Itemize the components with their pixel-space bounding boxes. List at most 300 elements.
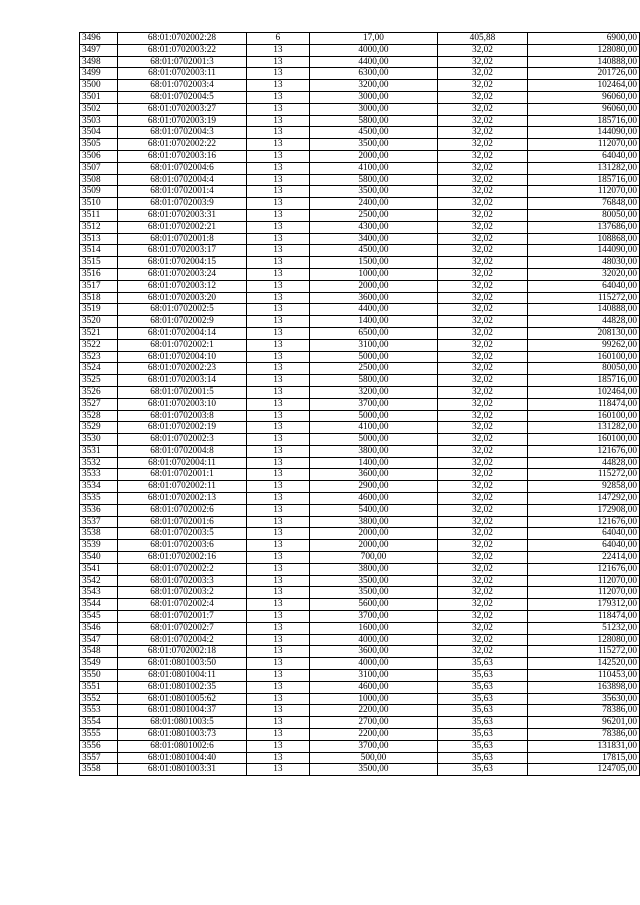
table-row (80, 528, 640, 540)
rate-cell: 32,02 (437, 103, 527, 115)
value-cell: 96201,00 (527, 717, 639, 729)
value-cell: 115272,00 (527, 292, 639, 304)
cadastral-number-cell: 68:01:0702003:5 (118, 528, 246, 540)
area-cell: 2200,00 (309, 729, 437, 741)
value-cell: 142520,00 (527, 658, 639, 670)
row-number-cell: 3501 (80, 91, 118, 103)
cadastral-number-cell: 68:01:0801003:73 (118, 729, 246, 741)
value-cell: 121676,00 (527, 445, 639, 457)
row-number-cell: 3526 (80, 386, 118, 398)
area-cell: 500,00 (309, 752, 437, 764)
value-cell: 208130,00 (527, 327, 639, 339)
area-cell: 4000,00 (309, 44, 437, 56)
table-row (80, 292, 640, 304)
row-number-cell: 3530 (80, 434, 118, 446)
area-cell: 3000,00 (309, 91, 437, 103)
value-cell: 140888,00 (527, 304, 639, 316)
category-code-cell: 13 (246, 599, 309, 611)
rate-cell: 32,02 (437, 599, 527, 611)
table-row (80, 764, 640, 776)
rate-cell: 32,02 (437, 139, 527, 151)
table-row (80, 516, 640, 528)
row-number-cell: 3498 (80, 56, 118, 68)
rate-cell: 32,02 (437, 268, 527, 280)
rate-cell: 32,02 (437, 422, 527, 434)
table-row (80, 363, 640, 375)
category-code-cell: 13 (246, 304, 309, 316)
category-code-cell: 13 (246, 56, 309, 68)
table-row (80, 681, 640, 693)
row-number-cell: 3550 (80, 670, 118, 682)
cadastral-number-cell: 68:01:0702003:8 (118, 410, 246, 422)
category-code-cell: 13 (246, 646, 309, 658)
row-number-cell: 3540 (80, 552, 118, 564)
row-number-cell: 3547 (80, 634, 118, 646)
rate-cell: 35,63 (437, 681, 527, 693)
table-row (80, 445, 640, 457)
category-code-cell: 13 (246, 280, 309, 292)
rate-cell: 35,63 (437, 764, 527, 776)
table-row (80, 221, 640, 233)
category-code-cell: 13 (246, 268, 309, 280)
rate-cell: 32,02 (437, 150, 527, 162)
rate-cell: 35,63 (437, 705, 527, 717)
row-number-cell: 3509 (80, 186, 118, 198)
area-cell: 4500,00 (309, 127, 437, 139)
value-cell: 64040,00 (527, 150, 639, 162)
cadastral-number-cell: 68:01:0702002:18 (118, 646, 246, 658)
cadastral-number-cell: 68:01:0702003:6 (118, 540, 246, 552)
row-number-cell: 3520 (80, 316, 118, 328)
table-row (80, 233, 640, 245)
cadastral-number-cell: 68:01:0702002:4 (118, 599, 246, 611)
value-cell: 128080,00 (527, 44, 639, 56)
rate-cell: 32,02 (437, 233, 527, 245)
area-cell: 3400,00 (309, 233, 437, 245)
rate-cell: 32,02 (437, 540, 527, 552)
table-row (80, 33, 640, 45)
value-cell: 110453,00 (527, 670, 639, 682)
area-cell: 3700,00 (309, 740, 437, 752)
cadastral-number-cell: 68:01:0801003:5 (118, 717, 246, 729)
row-number-cell: 3549 (80, 658, 118, 670)
category-code-cell: 13 (246, 410, 309, 422)
table-row (80, 634, 640, 646)
category-code-cell: 13 (246, 115, 309, 127)
cadastral-number-cell: 68:01:0801005:62 (118, 693, 246, 705)
table-row (80, 127, 640, 139)
rate-cell: 32,02 (437, 469, 527, 481)
value-cell: 118474,00 (527, 398, 639, 410)
cadastral-number-cell: 68:01:0801004:11 (118, 670, 246, 682)
cadastral-number-cell: 68:01:0702002:3 (118, 434, 246, 446)
rate-cell: 35,63 (437, 729, 527, 741)
area-cell: 1400,00 (309, 316, 437, 328)
area-cell: 2000,00 (309, 540, 437, 552)
value-cell: 80050,00 (527, 363, 639, 375)
value-cell: 172908,00 (527, 504, 639, 516)
area-cell: 4000,00 (309, 634, 437, 646)
cadastral-number-cell: 68:01:0702001:6 (118, 516, 246, 528)
rate-cell: 35,63 (437, 740, 527, 752)
row-number-cell: 3544 (80, 599, 118, 611)
row-number-cell: 3541 (80, 563, 118, 575)
value-cell: 78386,00 (527, 705, 639, 717)
rate-cell: 35,63 (437, 658, 527, 670)
area-cell: 3600,00 (309, 646, 437, 658)
cadastral-number-cell: 68:01:0702003:12 (118, 280, 246, 292)
rate-cell: 32,02 (437, 481, 527, 493)
area-cell: 5400,00 (309, 504, 437, 516)
table-row (80, 729, 640, 741)
value-cell: 115272,00 (527, 469, 639, 481)
value-cell: 32020,00 (527, 268, 639, 280)
category-code-cell: 13 (246, 174, 309, 186)
rate-cell: 32,02 (437, 91, 527, 103)
area-cell: 2000,00 (309, 150, 437, 162)
value-cell: 115272,00 (527, 646, 639, 658)
rate-cell: 35,63 (437, 717, 527, 729)
cadastral-number-cell: 68:01:0702002:7 (118, 622, 246, 634)
row-number-cell: 3527 (80, 398, 118, 410)
table-row (80, 268, 640, 280)
table-row (80, 139, 640, 151)
value-cell: 80050,00 (527, 209, 639, 221)
category-code-cell: 13 (246, 729, 309, 741)
cadastral-number-cell: 68:01:0801002:35 (118, 681, 246, 693)
value-cell: 121676,00 (527, 563, 639, 575)
row-number-cell: 3554 (80, 717, 118, 729)
row-number-cell: 3511 (80, 209, 118, 221)
value-cell: 118474,00 (527, 611, 639, 623)
category-code-cell: 13 (246, 44, 309, 56)
table-row (80, 575, 640, 587)
row-number-cell: 3532 (80, 457, 118, 469)
row-number-cell: 3557 (80, 752, 118, 764)
row-number-cell: 3519 (80, 304, 118, 316)
table-row (80, 504, 640, 516)
category-code-cell: 13 (246, 209, 309, 221)
area-cell: 5600,00 (309, 599, 437, 611)
row-number-cell: 3533 (80, 469, 118, 481)
table-row (80, 68, 640, 80)
cadastral-number-cell: 68:01:0702003:10 (118, 398, 246, 410)
table-row (80, 245, 640, 257)
cadastral-number-cell: 68:01:0702004:4 (118, 174, 246, 186)
table-row (80, 434, 640, 446)
cadastral-number-cell: 68:01:0702003:31 (118, 209, 246, 221)
row-number-cell: 3534 (80, 481, 118, 493)
category-code-cell: 13 (246, 658, 309, 670)
row-number-cell: 3524 (80, 363, 118, 375)
table-row (80, 257, 640, 269)
rate-cell: 32,02 (437, 363, 527, 375)
category-code-cell: 13 (246, 103, 309, 115)
category-code-cell: 13 (246, 516, 309, 528)
table-row (80, 563, 640, 575)
cadastral-number-cell: 68:01:0702003:27 (118, 103, 246, 115)
table-row (80, 693, 640, 705)
table-row (80, 351, 640, 363)
cadastral-number-cell: 68:01:0702003:16 (118, 150, 246, 162)
table-row (80, 658, 640, 670)
rate-cell: 32,02 (437, 44, 527, 56)
table-body (80, 33, 640, 776)
area-cell: 2500,00 (309, 363, 437, 375)
value-cell: 131282,00 (527, 422, 639, 434)
table-row (80, 327, 640, 339)
area-cell: 2000,00 (309, 280, 437, 292)
category-code-cell: 13 (246, 150, 309, 162)
category-code-cell: 13 (246, 186, 309, 198)
value-cell: 96060,00 (527, 103, 639, 115)
table-row (80, 174, 640, 186)
cadastral-number-cell: 68:01:0702003:20 (118, 292, 246, 304)
table-row (80, 339, 640, 351)
value-cell: 144090,00 (527, 127, 639, 139)
rate-cell: 32,02 (437, 304, 527, 316)
row-number-cell: 3515 (80, 257, 118, 269)
area-cell: 3600,00 (309, 292, 437, 304)
value-cell: 6900,00 (527, 33, 639, 45)
area-cell: 6300,00 (309, 68, 437, 80)
row-number-cell: 3508 (80, 174, 118, 186)
row-number-cell: 3516 (80, 268, 118, 280)
row-number-cell: 3507 (80, 162, 118, 174)
category-code-cell: 13 (246, 493, 309, 505)
category-code-cell: 13 (246, 611, 309, 623)
value-cell: 112070,00 (527, 186, 639, 198)
row-number-cell: 3539 (80, 540, 118, 552)
cadastral-number-cell: 68:01:0801004:37 (118, 705, 246, 717)
area-cell: 3500,00 (309, 139, 437, 151)
row-number-cell: 3521 (80, 327, 118, 339)
cadastral-number-cell: 68:01:0702003:9 (118, 198, 246, 210)
area-cell: 2900,00 (309, 481, 437, 493)
cadastral-number-cell: 68:01:0801002:6 (118, 740, 246, 752)
category-code-cell: 13 (246, 162, 309, 174)
category-code-cell: 13 (246, 245, 309, 257)
value-cell: 44828,00 (527, 316, 639, 328)
area-cell: 4500,00 (309, 245, 437, 257)
category-code-cell: 13 (246, 752, 309, 764)
value-cell: 185716,00 (527, 375, 639, 387)
category-code-cell: 13 (246, 198, 309, 210)
cadastral-number-cell: 68:01:0702001:5 (118, 386, 246, 398)
rate-cell: 32,02 (437, 174, 527, 186)
value-cell: 185716,00 (527, 115, 639, 127)
value-cell: 179312,00 (527, 599, 639, 611)
category-code-cell: 13 (246, 327, 309, 339)
row-number-cell: 3552 (80, 693, 118, 705)
rate-cell: 32,02 (437, 280, 527, 292)
value-cell: 44828,00 (527, 457, 639, 469)
table-row (80, 386, 640, 398)
value-cell: 78386,00 (527, 729, 639, 741)
cadastral-number-cell: 68:01:0702002:5 (118, 304, 246, 316)
cadastral-number-cell: 68:01:0702004:15 (118, 257, 246, 269)
rate-cell: 32,02 (437, 127, 527, 139)
table-row (80, 622, 640, 634)
area-cell: 3100,00 (309, 339, 437, 351)
rate-cell: 32,02 (437, 410, 527, 422)
rate-cell: 32,02 (437, 587, 527, 599)
area-cell: 2400,00 (309, 198, 437, 210)
value-cell: 102464,00 (527, 80, 639, 92)
area-cell: 5800,00 (309, 115, 437, 127)
area-cell: 3600,00 (309, 469, 437, 481)
area-cell: 3800,00 (309, 516, 437, 528)
row-number-cell: 3556 (80, 740, 118, 752)
rate-cell: 32,02 (437, 221, 527, 233)
area-cell: 3800,00 (309, 445, 437, 457)
area-cell: 4100,00 (309, 162, 437, 174)
category-code-cell: 13 (246, 257, 309, 269)
table-row (80, 552, 640, 564)
value-cell: 17815,00 (527, 752, 639, 764)
value-cell: 76848,00 (527, 198, 639, 210)
value-cell: 137686,00 (527, 221, 639, 233)
cadastral-number-cell: 68:01:0702004:6 (118, 162, 246, 174)
row-number-cell: 3497 (80, 44, 118, 56)
cadastral-number-cell: 68:01:0702004:8 (118, 445, 246, 457)
value-cell: 48030,00 (527, 257, 639, 269)
cadastral-number-cell: 68:01:0702003:2 (118, 587, 246, 599)
cadastral-number-cell: 68:01:0702004:5 (118, 91, 246, 103)
row-number-cell: 3513 (80, 233, 118, 245)
table-row (80, 80, 640, 92)
row-number-cell: 3503 (80, 115, 118, 127)
rate-cell: 32,02 (437, 646, 527, 658)
area-cell: 1600,00 (309, 622, 437, 634)
area-cell: 4600,00 (309, 681, 437, 693)
value-cell: 112070,00 (527, 587, 639, 599)
cadastral-number-cell: 68:01:0702003:14 (118, 375, 246, 387)
rate-cell: 32,02 (437, 245, 527, 257)
area-cell: 4400,00 (309, 304, 437, 316)
rate-cell: 32,02 (437, 80, 527, 92)
category-code-cell: 13 (246, 139, 309, 151)
category-code-cell: 13 (246, 693, 309, 705)
cadastral-number-cell: 68:01:0702003:11 (118, 68, 246, 80)
rate-cell: 32,02 (437, 575, 527, 587)
table-row (80, 316, 640, 328)
cadastral-number-cell: 68:01:0702003:17 (118, 245, 246, 257)
cadastral-number-cell: 68:01:0702001:4 (118, 186, 246, 198)
rate-cell: 32,02 (437, 292, 527, 304)
area-cell: 3700,00 (309, 611, 437, 623)
value-cell: 99262,00 (527, 339, 639, 351)
cadastral-number-cell: 68:01:0801004:40 (118, 752, 246, 764)
row-number-cell: 3528 (80, 410, 118, 422)
row-number-cell: 3531 (80, 445, 118, 457)
rate-cell: 32,02 (437, 493, 527, 505)
area-cell: 4300,00 (309, 221, 437, 233)
value-cell: 112070,00 (527, 575, 639, 587)
rate-cell: 32,02 (437, 198, 527, 210)
area-cell: 5800,00 (309, 375, 437, 387)
area-cell: 4000,00 (309, 658, 437, 670)
category-code-cell: 13 (246, 422, 309, 434)
category-code-cell: 13 (246, 764, 309, 776)
row-number-cell: 3542 (80, 575, 118, 587)
area-cell: 3500,00 (309, 575, 437, 587)
area-cell: 3200,00 (309, 386, 437, 398)
row-number-cell: 3538 (80, 528, 118, 540)
cadastral-number-cell: 68:01:0702001:1 (118, 469, 246, 481)
area-cell: 3500,00 (309, 764, 437, 776)
table-row (80, 611, 640, 623)
row-number-cell: 3506 (80, 150, 118, 162)
cadastral-number-cell: 68:01:0702003:22 (118, 44, 246, 56)
row-number-cell: 3545 (80, 611, 118, 623)
value-cell: 160100,00 (527, 351, 639, 363)
cadastral-number-cell: 68:01:0702003:19 (118, 115, 246, 127)
category-code-cell: 13 (246, 504, 309, 516)
table-row (80, 469, 640, 481)
value-cell: 131831,00 (527, 740, 639, 752)
table-row (80, 304, 640, 316)
value-cell: 131282,00 (527, 162, 639, 174)
rate-cell: 32,02 (437, 339, 527, 351)
table-row (80, 280, 640, 292)
category-code-cell: 13 (246, 68, 309, 80)
category-code-cell: 13 (246, 540, 309, 552)
table-row (80, 186, 640, 198)
category-code-cell: 13 (246, 563, 309, 575)
area-cell: 4100,00 (309, 422, 437, 434)
cadastral-number-cell: 68:01:0801003:31 (118, 764, 246, 776)
row-number-cell: 3543 (80, 587, 118, 599)
table-row (80, 646, 640, 658)
area-cell: 1500,00 (309, 257, 437, 269)
row-number-cell: 3504 (80, 127, 118, 139)
rate-cell: 32,02 (437, 611, 527, 623)
rate-cell: 32,02 (437, 457, 527, 469)
table-row (80, 410, 640, 422)
table-row (80, 103, 640, 115)
value-cell: 160100,00 (527, 434, 639, 446)
table-row (80, 717, 640, 729)
row-number-cell: 3546 (80, 622, 118, 634)
area-cell: 2700,00 (309, 717, 437, 729)
category-code-cell: 13 (246, 80, 309, 92)
category-code-cell: 13 (246, 481, 309, 493)
rate-cell: 32,02 (437, 186, 527, 198)
cadastral-number-cell: 68:01:0702002:2 (118, 563, 246, 575)
row-number-cell: 3512 (80, 221, 118, 233)
table-row (80, 375, 640, 387)
rate-cell: 32,02 (437, 351, 527, 363)
area-cell: 1400,00 (309, 457, 437, 469)
category-code-cell: 13 (246, 434, 309, 446)
value-cell: 163898,00 (527, 681, 639, 693)
row-number-cell: 3529 (80, 422, 118, 434)
area-cell: 5000,00 (309, 410, 437, 422)
rate-cell: 32,02 (437, 327, 527, 339)
category-code-cell: 13 (246, 339, 309, 351)
row-number-cell: 3525 (80, 375, 118, 387)
value-cell: 108868,00 (527, 233, 639, 245)
cadastral-number-cell: 68:01:0702002:28 (118, 33, 246, 45)
category-code-cell: 13 (246, 670, 309, 682)
rate-cell: 405,88 (437, 33, 527, 45)
value-cell: 124705,00 (527, 764, 639, 776)
cadastral-number-cell: 68:01:0702001:7 (118, 611, 246, 623)
cadastral-number-cell: 68:01:0702004:3 (118, 127, 246, 139)
table-row (80, 150, 640, 162)
area-cell: 3700,00 (309, 398, 437, 410)
